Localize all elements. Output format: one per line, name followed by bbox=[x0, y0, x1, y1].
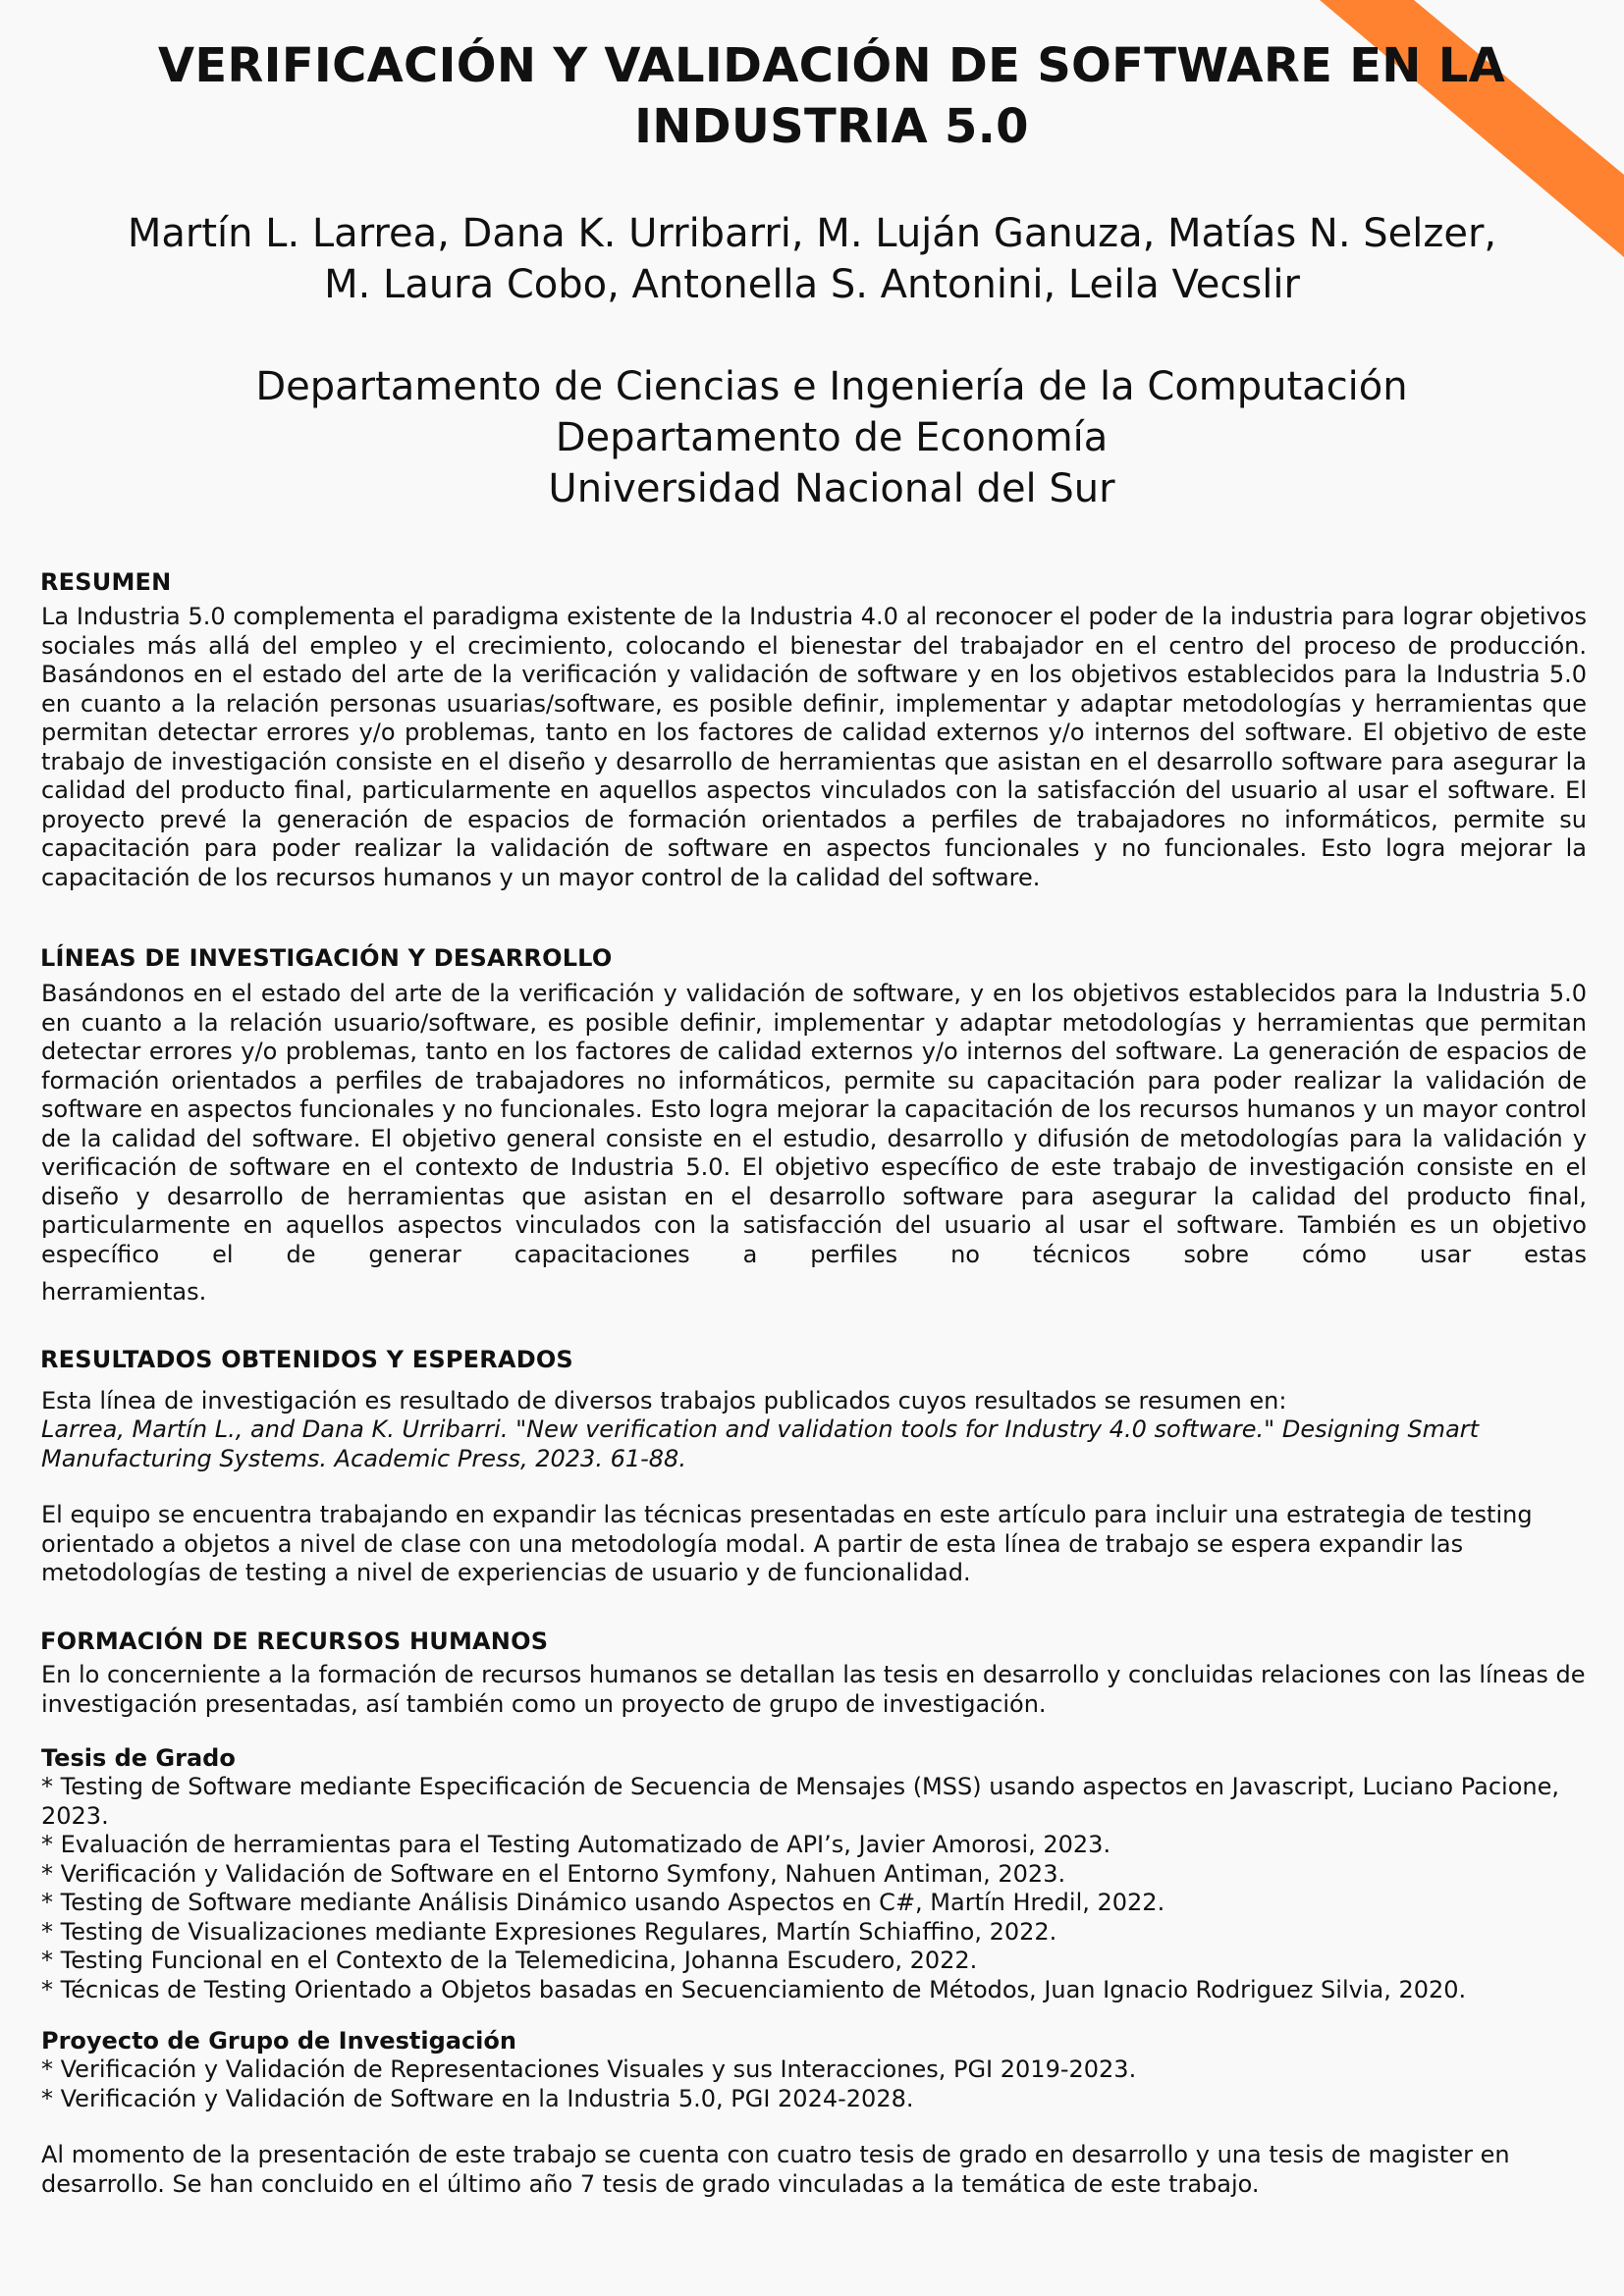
lineas-heading: LÍNEAS DE INVESTIGACIÓN Y DESARROLLO bbox=[40, 944, 613, 972]
formacion-intro: En lo concerniente a la formación de recursos humanos se detallan las tesis en desarrollo y concluidas relaciones con las líneas de investigación presentadas, así también como un proyecto de grupo de investigación. bbox=[41, 1661, 1586, 1718]
tesis-item: * Testing de Visualizaciones mediante Expresiones Regulares, Martín Schiaffino, 2022. bbox=[41, 1917, 1057, 1946]
affiliation-department-economics: Departamento de Economía bbox=[555, 415, 1109, 460]
tesis-item: * Técnicas de Testing Orientado a Objetos basadas en Secuenciamiento de Métodos, Juan Ignacio Rodriguez Silvia, 2020. bbox=[41, 1975, 1467, 2003]
affiliation-university: Universidad Nacional del Sur bbox=[548, 466, 1115, 511]
tesis-item: * Testing de Software mediante Especificación de Secuencia de Mensajes (MSS) usando aspectos en Javascript, Luciano Pacione, 2023. bbox=[41, 1773, 1559, 1830]
title-line-2: INDUSTRIA 5.0 bbox=[634, 99, 1029, 154]
tesis-item: * Testing Funcional en el Contexto de la Telemedicina, Johanna Escudero, 2022. bbox=[41, 1947, 978, 1974]
tesis-list bbox=[41, 1773, 1593, 2004]
proyecto-list bbox=[41, 2056, 1593, 2113]
title-line-1: VERIFICACIÓN Y VALIDACIÓN DE SOFTWARE EN LA bbox=[157, 38, 1506, 93]
affiliations bbox=[0, 361, 1624, 514]
page-title bbox=[59, 35, 1604, 157]
proyecto-heading: Proyecto de Grupo de Investigación bbox=[41, 2027, 516, 2055]
resultados-heading: RESULTADOS OBTENIDOS Y ESPERADOS bbox=[40, 1346, 573, 1373]
proyecto-item: * Verificación y Validación de Software en la Industria 5.0, PGI 2024-2028. bbox=[41, 2084, 914, 2112]
tesis-item: * Verificación y Validación de Software en el Entorno Symfony, Nahuen Antiman, 2023. bbox=[41, 1859, 1066, 1888]
resumen-heading: RESUMEN bbox=[40, 568, 172, 596]
formacion-heading: FORMACIÓN DE RECURSOS HUMANOS bbox=[40, 1628, 549, 1655]
formacion-closing: Al momento de la presentación de este trabajo se cuenta con cuatro tesis de grado en desarrollo y una tesis de magister en desarrollo. Se han concluido en el último año 7 tesis de grado vinculadas a la temática de este trabajo. bbox=[41, 2141, 1510, 2198]
resultados-intro: Esta línea de investigación es resultado de diversos trabajos publicados cuyos resultados se resumen en: bbox=[41, 1387, 1287, 1415]
tesis-item: * Evaluación de herramientas para el Testing Automatizado de API’s, Javier Amorosi, 2023. bbox=[41, 1831, 1111, 1858]
tesis-heading: Tesis de Grado bbox=[41, 1744, 236, 1772]
author-list bbox=[0, 208, 1624, 310]
proyecto-item: * Verificación y Validación de Representaciones Visuales y sus Interacciones, PGI 2019-2023. bbox=[41, 2056, 1137, 2083]
resumen-body: La Industria 5.0 complementa el paradigma existente de la Industria 4.0 al reconocer el poder de la industria para lograr objetivos sociales más allá del empleo y el crecimiento, colocando el bienestar del trabajador en el centro del proceso de producción. Basándonos en el estado del arte de la verificación y validación de software y en los objetivos establecidos para la Industria 5.0 en cuanto a la relación personas usuarias/software, es posible definir, implementar y adaptar metodologías y herramientas que permitan detectar errores y/o problemas, tanto en los factores de calidad externos y/o internos del software. El objetivo de este trabajo de investigación consiste en el diseño y desarrollo de herramientas que asistan en el desarrollo software para asegurar la calidad del producto final, particularmente en aquellos aspectos vinculados con la satisfacción del usuario al usar el software. El proyecto prevé la generación de espacios de formación orientados a perfiles de trabajadores no informáticos, permite su capacitación para poder realizar la validación de software en aspectos funcionales y no funcionales. Esto logra mejorar la capacitación de los recursos humanos y un mayor control de la calidad del software. bbox=[41, 603, 1587, 891]
resultados-paragraph: El equipo se encuentra trabajando en expandir las técnicas presentadas en este artículo para incluir una estrategia de testing orientado a objetos a nivel de clase con una metodología modal. A partir de esta línea de trabajo se espera expandir las metodologías de testing a nivel de experiencias de usuario y de funcionalidad. bbox=[41, 1501, 1533, 1586]
affiliation-department-computing: Departamento de Ciencias e Ingeniería de la Computación bbox=[255, 364, 1408, 409]
authors-line-1: Martín L. Larrea, Dana K. Urribarri, M. Luján Ganuza, Matías N. Selzer, bbox=[127, 211, 1497, 256]
tesis-item: * Testing de Software mediante Análisis Dinámico usando Aspectos en C#, Martín Hredil, 2022. bbox=[41, 1889, 1165, 1916]
authors-line-2: M. Laura Cobo, Antonella S. Antonini, Leila Vecslir bbox=[324, 262, 1300, 307]
lineas-body: Basándonos en el estado del arte de la verificación y validación de software, y en los objetivos establecidos para la Industria 5.0 en cuanto a la relación usuario/software, es posible definir, implementar y adaptar metodologías y herramientas que permitan detectar errores y/o problemas, tanto en los factores de calidad externos y/o internos del software. La generación de espacios de formación orientados a perfiles de trabajadores no informáticos, permite su capacitación para poder realizar la validación de software en aspectos funcionales y no funcionales. Esto logra mejorar la capacitación de los recursos humanos y un mayor control de la calidad del software. El objetivo general consiste en el estudio, desarrollo y difusión de metodologías para la validación y verificación de software en el contexto de Industria 5.0. El objetivo específico de este trabajo de investigación consiste en el diseño y desarrollo de herramientas que asistan en el desarrollo software para asegurar la calidad del producto final, particularmente en aquellos aspectos vinculados con la satisfacción del usuario al usar el software. También es un objetivo específico el de generar capacitaciones a perfiles no técnicos sobre cómo usar estas bbox=[41, 980, 1587, 1268]
resultados-reference: Larrea, Martín L., and Dana K. Urribarri. "New verification and validation tools for Industry 4.0 software." Designing Smart Manufacturing Systems. Academic Press, 2023. 61-88. bbox=[41, 1415, 1480, 1472]
lineas-body-last-line: herramientas. bbox=[41, 1278, 207, 1306]
